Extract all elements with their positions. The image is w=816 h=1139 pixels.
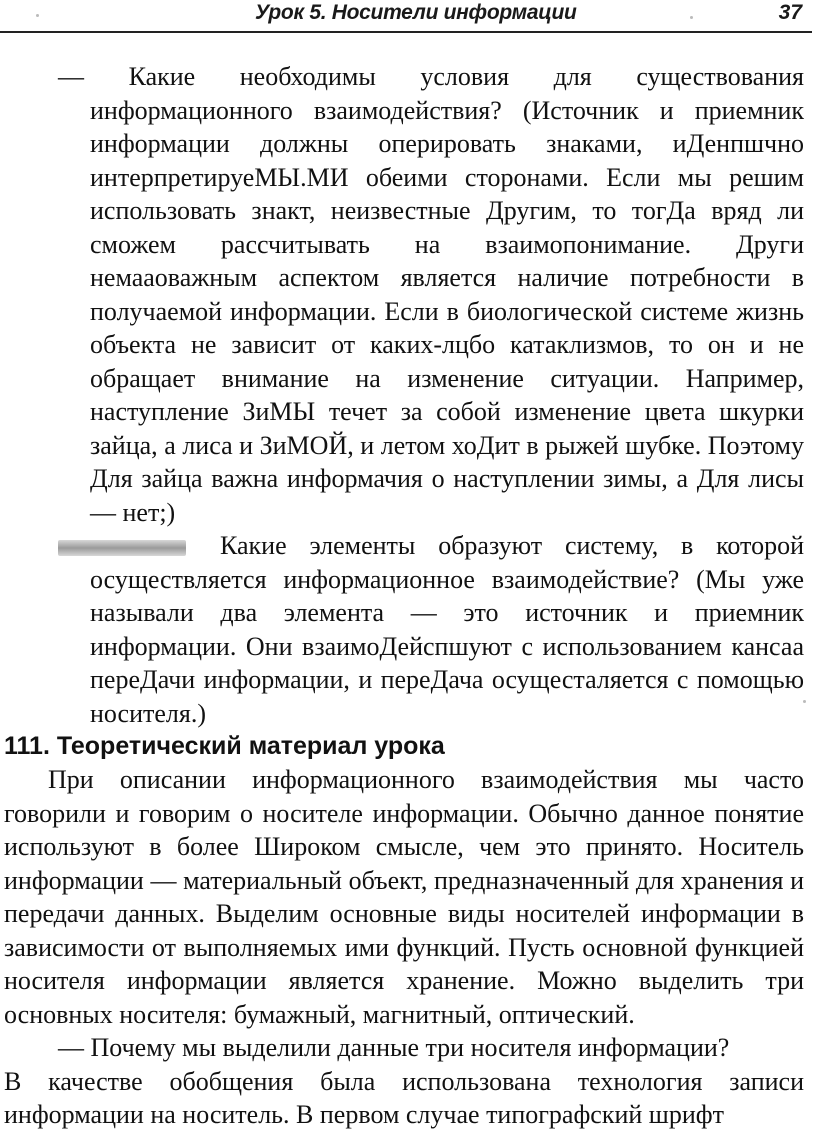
body-paragraph-1: При описании информационного взаимодействия мы часто говорили и говорим о носителе информации. Обычно данное понятие используют в более Широком смысле, чем это принято. Носитель информации — материальный объект, предназначенный для хранения и передачи данных. Выделим основные виды носителей информации в зависимости от выполняемых ими функций. Пусть основной функцией носителя информации является хранение. Можно выделить три основных носителя: бумажный, магнитный, оптический. (4, 765, 804, 1029)
running-title: Урок 5. Носители информации (255, 1, 577, 24)
header-rule (0, 31, 812, 33)
scan-speck (690, 16, 693, 19)
question-paragraph-2: Какие элементы образуют систему, в которой осуществляется информационное взаимодействие? (Мы уже называли два элемента — это источник и приемник информации. Они взаимоДейспшуют с использованием кансаа переДачи информации, и переДача осущесталяется с помощью носителя.) (4, 529, 804, 730)
page-header (0, 0, 816, 36)
body-paragraph-2: В качестве обобщения была использована технология записи информации на носитель. В первом случае типографский шрифт (4, 1066, 804, 1129)
page-number: 37 (778, 1, 802, 24)
question-line: — Почему мы выделили данные три носителя информации? (58, 1033, 730, 1062)
section-title: 111. Теоретический материал урока (4, 732, 445, 760)
question-paragraph-1: — Какие необходимы условия для существования информационного взаимодействия? (Источник и приемник информации должны оперировать знаками, иДенпшчно интерпретируеМЫ.МИ обеими сторонами. Если мы решим использовать знакт, неизвестные Другим, то тогДа вряд ли сможем рассчитывать на взаимопонимание. Други немааоважным аспектом является наличие потребности в получаемой информации. Если в биологической системе жизнь объекта не зависит от каких-лцбо катаклизмов, то он и не обращает внимание на изменение ситуации. Например, наступление ЗиМЫ течет за собой изменение цвета шкурки зайца, а лиса и ЗиМОЙ, и летом хоДит в рыжей шубке. Поэтому Для зайца важна информачия о наступлении зимы, а Для лисы — нет;) (58, 62, 804, 527)
page-content (4, 60, 804, 1132)
scan-speck (36, 14, 39, 17)
blurred-mark (58, 540, 186, 556)
